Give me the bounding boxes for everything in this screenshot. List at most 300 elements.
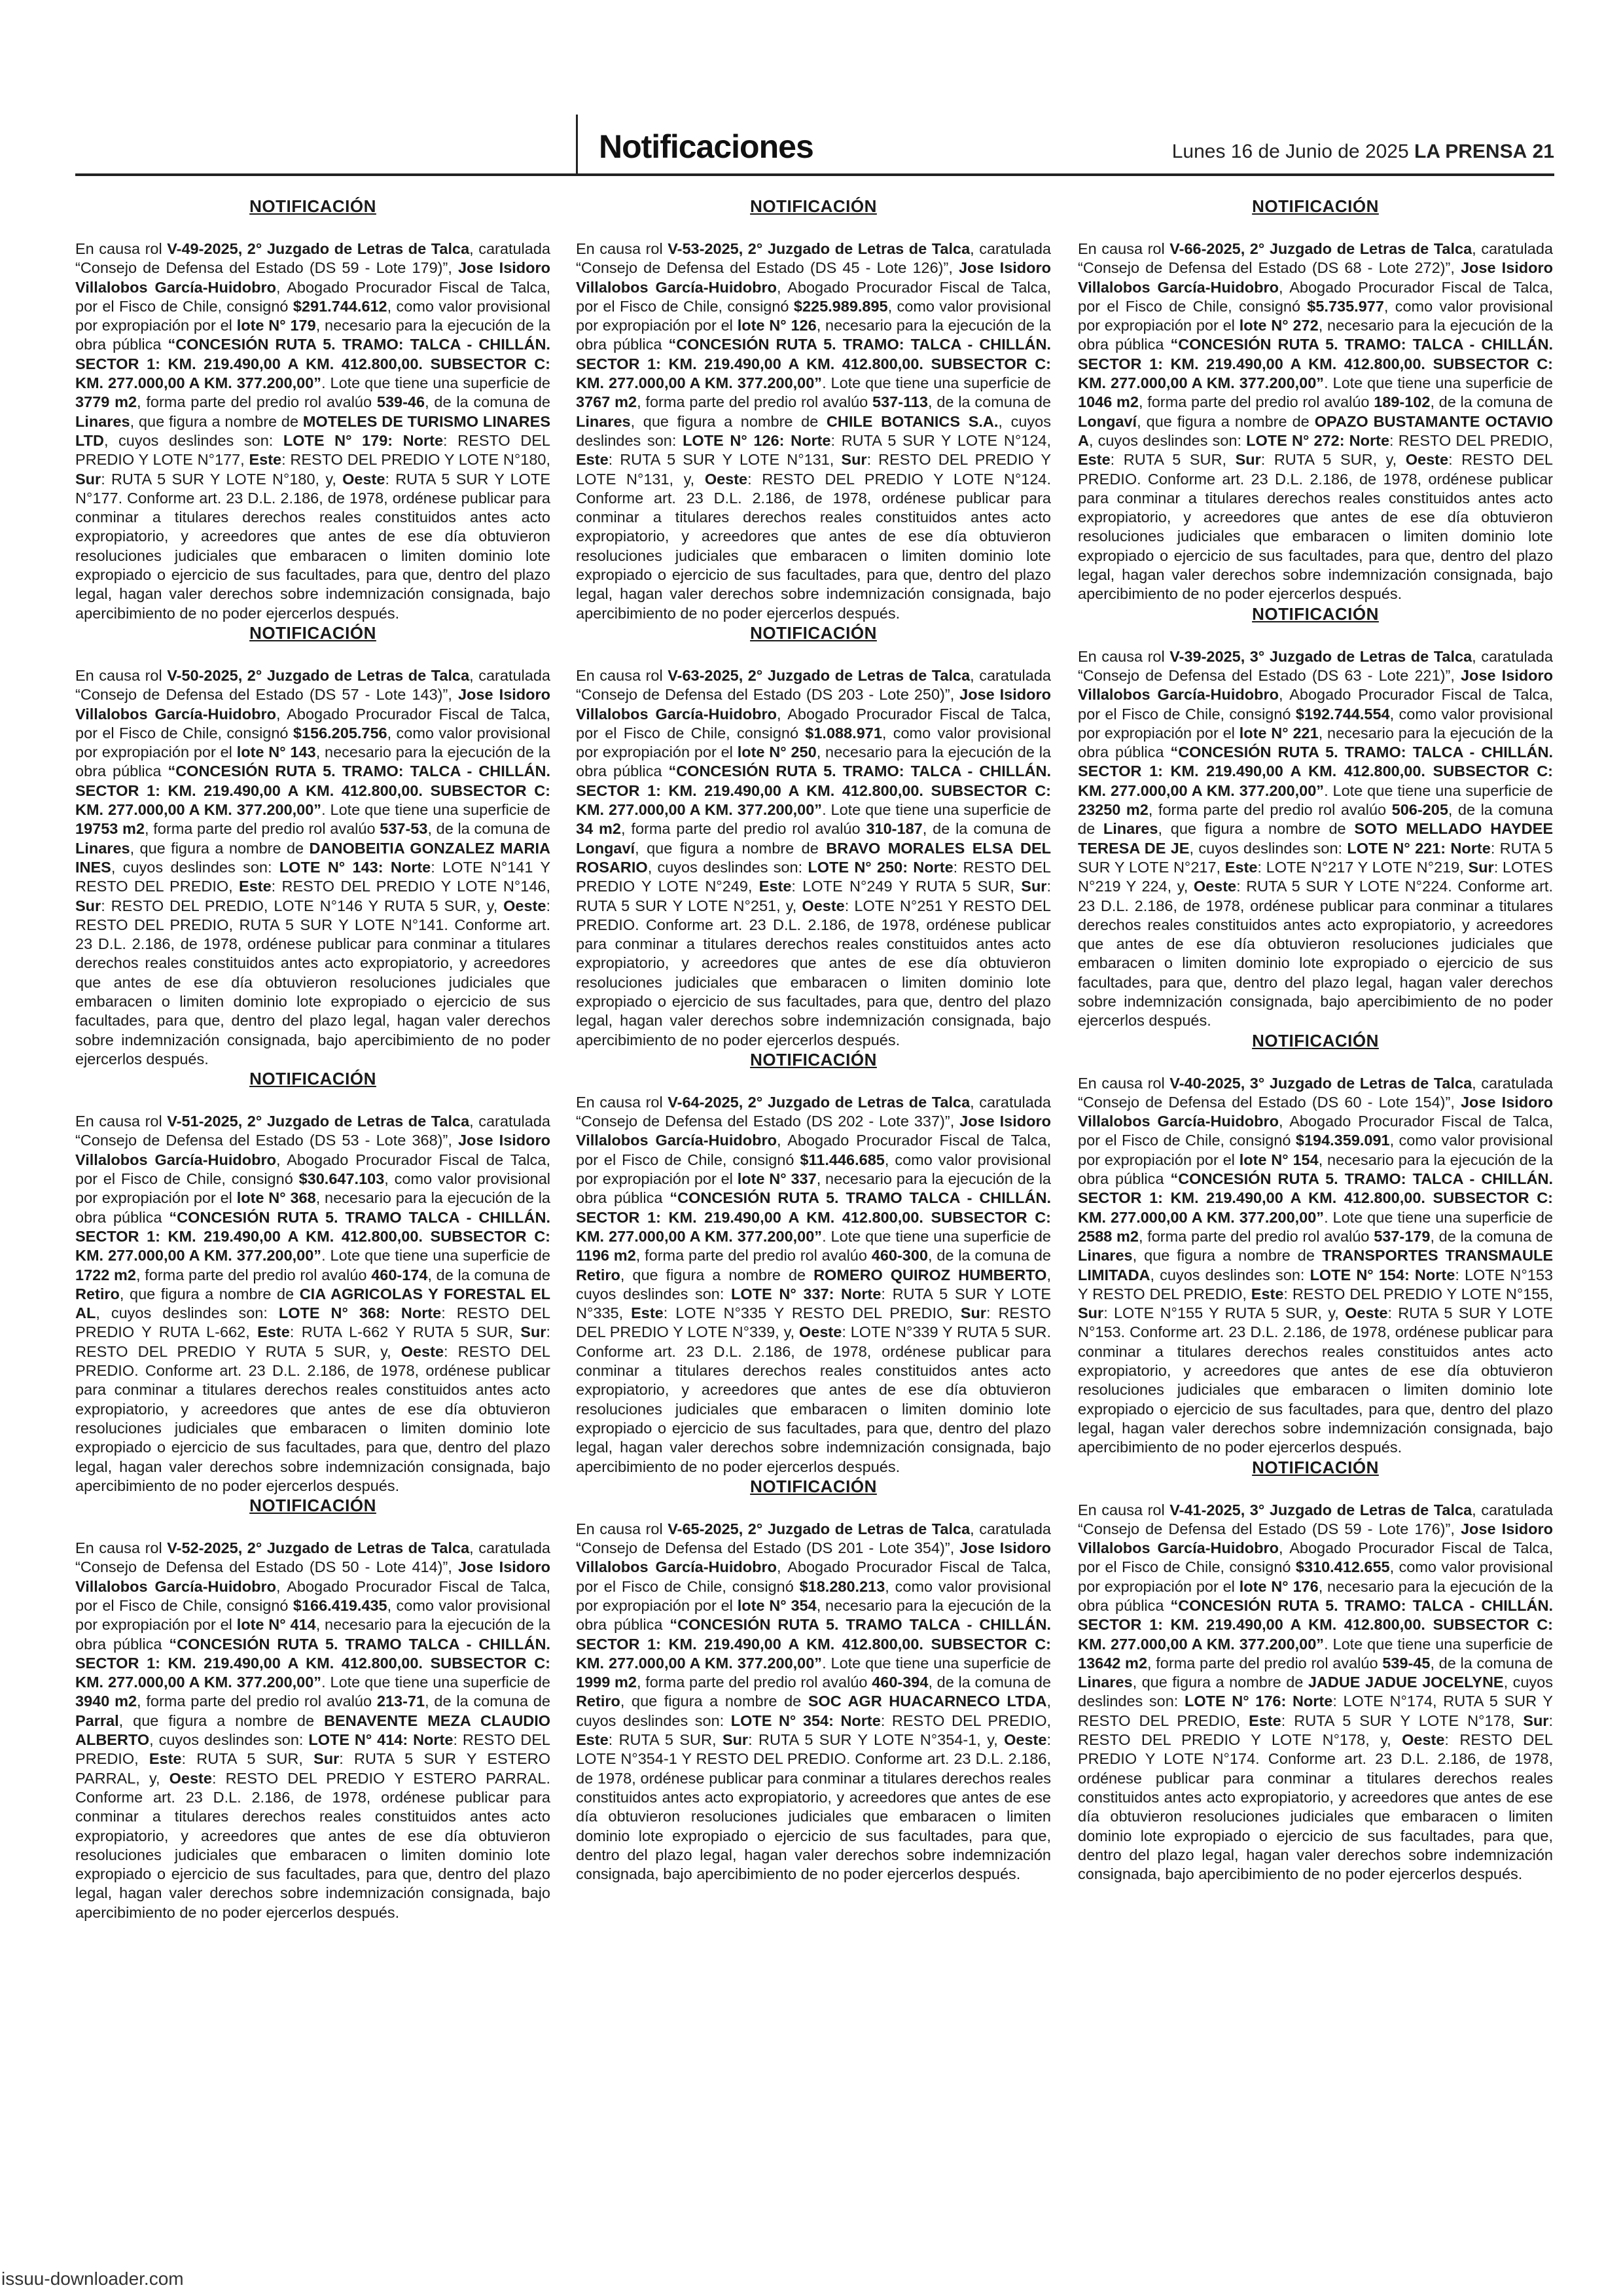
notice-bold-text: Jose Isidoro Villalobos García-Huidobro: [1078, 666, 1554, 704]
notice-text: , que figura a nombre de: [1158, 820, 1355, 838]
notice-text: , como valor provisional por expropiación por el: [75, 1597, 550, 1634]
notice-bold-text: Oeste: [802, 897, 845, 914]
notice-text: , Abogado Procurador Fiscal de Talca, por el Fisco de Chile, consignó: [75, 1577, 550, 1614]
notice-text: : RESTO DEL PREDIO. Conforme art. 23 D.L. 2.186, de 1978, ordénese publicar para conminar a titulares derechos reales constituidos antes acto expropiatorio, y acreedores que antes de ese día obtuvieron resoluciones judiciales que embaracen o limiten dominio lote expropiado o ejercicio de sus facultades, para que, dentro del plazo legal, hagan valer derechos sobre indemnización consignada, bajo apercibimiento de no poder ejercerlos después.: [1078, 451, 1553, 603]
notice-text: : RESTO DEL PREDIO Y LOTE N°124. Conforme art. 23 D.L. 2.186, de 1978, ordénese publicar para conminar a titulares derechos reales constituidos antes acto expropiatorio, y acreedores que antes de ese día obtuvieron resoluciones judiciales que embaracen o limiten dominio lote expropiado o ejercicio de sus facultades, para que, dentro del plazo legal, hagan valer derechos sobre indemnización consignada, bajo apercibimiento de no poder ejercerlos después.: [576, 470, 1052, 622]
notice-bold-text: V-50-2025, 2° Juzgado de Letras de Talca: [167, 666, 470, 684]
notice-bold-text: 537-53: [380, 820, 428, 838]
notice-bold-text: Este: [1224, 858, 1258, 876]
notice-bold-text: LOTE N° 176: Norte: [1184, 1693, 1333, 1710]
notice-bold-text: lote N° 368: [236, 1189, 316, 1207]
notice-bold-text: V-39-2025, 3° Juzgado de Letras de Talca: [1169, 647, 1472, 665]
notice-bold-text: Jose Isidoro Villalobos García-Huidobro: [576, 686, 1051, 723]
notice-bold-text: CHILE BOTANICS S.A.: [826, 412, 999, 430]
notice-body: [1078, 1074, 1553, 1458]
notice-text: . Lote que tiene una superficie de: [1324, 1635, 1553, 1653]
notice-bold-text: $30.647.103: [298, 1170, 385, 1188]
notice-bold-text: 1046 m2: [1078, 393, 1139, 411]
notice-text: : RESTO DEL PREDIO. Conforme art. 23 D.L. 2.186, de 1978, ordénese publicar para conminar a titulares derechos reales constituidos antes acto expropiatorio, y acreedores que antes de ese día obtuvieron resoluciones judiciales que embaracen o limiten dominio lote expropiado o ejercicio de sus facultades, para que, dentro del plazo legal, hagan valer derechos sobre indemnización consignada, bajo apercibimiento de no poder ejercerlos después.: [75, 1342, 550, 1494]
notice-text: : RESTO DEL PREDIO Y LOTE N°155,: [1283, 1285, 1553, 1302]
notice-bold-text: 1722 m2: [75, 1266, 136, 1283]
notice-bold-text: “CONCESIÓN RUTA 5. TRAMO TALCA - CHILLÁN. SECTOR 1: KM. 219.490,00 A KM. 412.800,00. SUBSECTOR C: KM. 277.000,00 A KM. 377.200,00”: [75, 1635, 550, 1691]
notice-body: [576, 240, 1051, 623]
notice-title: NOTIFICACIÓN: [249, 622, 376, 643]
notice-bold-text: BENAVENTE MEZA CLAUDIO ALBERTO: [75, 1712, 551, 1749]
notice-text: , necesario para la ejecución de la obra pública: [1078, 317, 1553, 353]
notice: [576, 196, 1051, 623]
notice-bold-text: $11.446.685: [800, 1151, 885, 1168]
notice-bold-text: Linares: [75, 412, 130, 430]
notice-text: . Lote que tiene una superficie de: [822, 1654, 1051, 1672]
notice-bold-text: Oeste: [401, 1342, 444, 1360]
notice-text: En causa rol: [75, 1539, 168, 1557]
notice-text: , caratulada “Consejo de Defensa del Estado (DS 202 - Lote 337)”,: [576, 1093, 1051, 1130]
notice-text: , necesario para la ejecución de la obra pública: [75, 744, 550, 780]
notice-text: : RESTO DEL PREDIO Y LOTE N°339, y,: [576, 1304, 1051, 1341]
notice-bold-text: “CONCESIÓN RUTA 5. TRAMO TALCA - CHILLÁN. SECTOR 1: KM. 219.490,00 A KM. 412.800,00. SUBSECTOR C: KM. 277.000,00 A KM. 377.200,00”: [576, 1189, 1051, 1245]
notice-text: : RESTO DEL PREDIO, LOTE N°146 Y RUTA 5 SUR, y,: [101, 897, 504, 914]
notice-bold-text: Jose Isidoro Villalobos García-Huidobro: [1078, 259, 1554, 296]
notice-body: [75, 666, 550, 1069]
notice-bold-text: Este: [149, 1750, 182, 1768]
notice-text: , de la comuna de: [928, 393, 1051, 411]
notice-text: : RESTO DEL PREDIO Y ESTERO PARRAL. Conforme art. 23 D.L. 2.186, de 1978, ordénese publicar para conminar a titulares derechos reales constituidos antes acto expropiatorio, y acreedores que antes de ese día obtuvieron resoluciones judiciales que embaracen o limiten dominio lote expropiado o ejercicio de sus facultades, para que, dentro del plazo legal, hagan valer derechos sobre indemnización consignada, bajo apercibimiento de no poder ejercerlos después.: [75, 1769, 550, 1921]
notice-bold-text: 1196 m2: [576, 1247, 636, 1265]
notice-text: : LOTE N°217 Y LOTE N°219,: [1257, 858, 1469, 876]
notice: [576, 1050, 1051, 1477]
notice-bold-text: 310-187: [866, 820, 923, 838]
notice-bold-text: Sur: [75, 897, 101, 914]
notice-body: [75, 1539, 550, 1922]
header-divider: [576, 115, 578, 175]
notice-bold-text: DANOBEITIA GONZALEZ MARIA INES: [75, 839, 550, 876]
notice-bold-text: V-49-2025, 2° Juzgado de Letras de Talca: [167, 240, 470, 257]
notice-bold-text: LOTE N° 272: Norte: [1246, 431, 1390, 449]
notice-text: , caratulada “Consejo de Defensa del Estado (DS 57 - Lote 143)”,: [75, 666, 550, 704]
notice-text: , como valor provisional por expropiación por el: [1078, 1132, 1553, 1168]
notice-bold-text: “CONCESIÓN RUTA 5. TRAMO: TALCA - CHILLÁN. SECTOR 1: KM. 219.490,00 A KM. 412.800,00. SUBSECTOR C: KM. 277.000,00 A KM. 377.200,00”: [576, 762, 1051, 819]
notice-bold-text: 537-113: [872, 393, 928, 411]
header-dateline: [1172, 141, 1554, 163]
notice-text: , forma parte del predio rol avalúo: [637, 393, 873, 411]
notice-text: , necesario para la ejecución de la obra pública: [75, 317, 550, 353]
notice-text: , forma parte del predio rol avalúo: [635, 1247, 872, 1265]
notice-text: . Lote que tiene una superficie de: [321, 801, 550, 819]
notice-text: , como valor provisional por expropiación por el: [75, 297, 550, 334]
notice-text: , forma parte del predio rol avalúo: [1148, 801, 1392, 819]
notice-text: , de la comuna de: [425, 393, 550, 411]
notice-text: : RESTO DEL PREDIO Y LOTE N°177,: [75, 431, 550, 469]
notice-text: . Lote que tiene una superficie de: [822, 801, 1051, 819]
notice-bold-text: $18.280.213: [799, 1577, 885, 1595]
notice-text: , como valor provisional por expropiación por el: [75, 1170, 550, 1207]
notice-title: NOTIFICACIÓN: [249, 196, 376, 216]
notice-text: , de la comuna de: [922, 820, 1051, 838]
notice-bold-text: V-65-2025, 2° Juzgado de Letras de Talca: [668, 1520, 971, 1537]
notice-text: En causa rol: [576, 1093, 668, 1111]
notice-text: : RESTO DEL PREDIO Y LOTE N°174. Conforme art. 23 D.L. 2.186, de 1978, ordénese publicar para conminar a titulares derechos reales constituidos antes acto expropiatorio, y acreedores que antes de ese día obtuvieron resoluciones judiciales que embaracen o limiten dominio lote expropiado o ejercicio de sus facultades, para que, dentro del plazo legal, hagan valer derechos sobre indemnización consignada, bajo apercibimiento de no poder ejercerlos después.: [1078, 1731, 1553, 1883]
notice-bold-text: 19753 m2: [75, 820, 145, 838]
notice-text: . Lote que tiene una superficie de: [822, 374, 1051, 392]
notice-bold-text: Sur: [1021, 878, 1047, 895]
notice-text: : RESTO DEL PREDIO,: [75, 1731, 550, 1768]
notice-text: . Lote que tiene una superficie de: [321, 1674, 550, 1691]
notice-text: , que figura a nombre de: [118, 1712, 325, 1729]
notice-bold-text: $156.205.756: [293, 724, 387, 742]
notice-bold-text: Linares: [576, 412, 631, 430]
notice-text: En causa rol: [576, 1520, 668, 1537]
notice-text: . Lote que tiene una superficie de: [1324, 781, 1553, 799]
notice-bold-text: LOTE N° 143: Norte: [279, 858, 431, 876]
notice-bold-text: LOTE N° 337: Norte: [731, 1285, 882, 1302]
notice-text: , que figura a nombre de: [620, 1266, 814, 1283]
notice-text: , como valor provisional por expropiación por el: [576, 297, 1051, 334]
newspaper-name: LA PRENSA: [1414, 141, 1527, 162]
notice-text: : LOTE N°155 Y RUTA 5 SUR, y,: [1103, 1304, 1346, 1322]
notice-text: : RESTO DEL PREDIO,: [880, 1712, 1051, 1729]
notice-text: : RUTA 5 SUR Y LOTE N°354-1, y,: [748, 1731, 1005, 1749]
notice-text: En causa rol: [75, 1113, 168, 1130]
notice-bold-text: 3779 m2: [75, 393, 137, 411]
notice-bold-text: $310.412.655: [1295, 1558, 1390, 1576]
notice-bold-text: Longaví: [576, 839, 635, 857]
notice-text: , Abogado Procurador Fiscal de Talca, por el Fisco de Chile, consignó: [1078, 1113, 1553, 1149]
notice-body: [1078, 647, 1553, 1031]
notice: [576, 623, 1051, 1050]
notice-bold-text: Jose Isidoro Villalobos García-Huidobro: [576, 1539, 1051, 1576]
notice-bold-text: MOTELES DE TURISMO LINARES LTD: [75, 412, 550, 449]
notice-bold-text: lote N° 179: [236, 317, 316, 334]
notice-bold-text: Este: [239, 878, 272, 895]
notice-bold-text: Sur: [75, 470, 101, 488]
notice-body: [75, 1112, 550, 1496]
notice-bold-text: $1.088.971: [805, 724, 882, 742]
notice: [75, 623, 550, 1069]
notice-title: NOTIFICACIÓN: [1252, 603, 1379, 624]
notice-bold-text: 460-174: [371, 1266, 428, 1283]
notice-text: , que figura a nombre de: [130, 839, 310, 857]
notice-bold-text: Linares: [1078, 1247, 1133, 1265]
notice-body: [1078, 1501, 1553, 1884]
notice: [576, 1477, 1051, 1884]
notice-text: , cuyos deslindes son:: [1189, 839, 1347, 857]
notice-title: NOTIFICACIÓN: [750, 1476, 877, 1496]
notice-text: : RESTO DEL PREDIO, RUTA 5 SUR Y LOTE N°141. Conforme art. 23 D.L. 2.186, de 1978, ordénese publicar para conminar a titulares derechos reales constituidos antes acto expropiatorio, y acreedores que antes de ese día obtuvieron resoluciones judiciales que embaracen o limiten dominio lote expropiado o ejercicio de sus facultades, para que, dentro del plazo legal, hagan valer derechos sobre indemnización consignada, bajo apercibimiento de no poder ejercerlos después.: [75, 897, 550, 1067]
notice-text: : RUTA 5 SUR Y LOTE N°177. Conforme art. 23 D.L. 2.186, de 1978, ordénese publicar para conminar a titulares derechos reales constituidos antes acto expropiatorio, y acreedores que antes de ese día obtuvieron resoluciones judiciales que embaracen o limiten dominio lote expropiado o ejercicio de sus facultades, para que, dentro del plazo legal, hagan valer derechos sobre indemnización consignada, bajo apercibimiento de no poder ejercerlos después.: [75, 470, 550, 622]
notice-bold-text: lote N° 337: [737, 1170, 817, 1188]
notice-text: , que figura a nombre de: [1132, 1247, 1322, 1265]
notice-text: : RESTO DEL PREDIO Y LOTE N°178, y,: [1078, 1712, 1553, 1749]
notice-text: , Abogado Procurador Fiscal de Talca, por el Fisco de Chile, consignó: [75, 705, 550, 742]
notice-text: . Lote que tiene una superficie de: [822, 1227, 1051, 1245]
notice-text: En causa rol: [1078, 1501, 1170, 1518]
notice-text: , Abogado Procurador Fiscal de Talca, por el Fisco de Chile, consignó: [75, 278, 550, 315]
notice-text: , forma parte del predio rol avalúo: [1138, 1227, 1374, 1245]
notice-text: , que figura a nombre de: [620, 1693, 808, 1710]
notice-bold-text: “CONCESIÓN RUTA 5. TRAMO: TALCA - CHILLÁN. SECTOR 1: KM. 219.490,00 A KM. 412.800,00. SUBSECTOR C: KM. 277.000,00 A KM. 377.200,00”: [1078, 1170, 1553, 1226]
notice-bold-text: Oeste: [704, 470, 748, 488]
notice-text: , cuyos deslindes son:: [1088, 431, 1247, 449]
notice-text: , de la comuna de: [1078, 801, 1553, 838]
notice-text: : RUTA 5 SUR Y LOTE N°178,: [1281, 1712, 1524, 1729]
notice-text: : RESTO DEL PREDIO Y RUTA L-662,: [75, 1304, 550, 1341]
notice-bold-text: 13642 m2: [1078, 1654, 1148, 1672]
notice-text: , cuyos deslindes son:: [576, 1266, 1051, 1302]
notice-bold-text: Este: [257, 1323, 290, 1341]
notice-text: En causa rol: [75, 240, 168, 257]
notice-bold-text: Retiro: [75, 1285, 120, 1302]
notice-text: , forma parte del predio rol avalúo: [636, 1674, 872, 1691]
notice-text: : RESTO DEL PREDIO Y LOTE N°180,: [281, 451, 550, 469]
notice-bold-text: 189-102: [1374, 393, 1431, 411]
notice-text: , de la comuna de: [425, 1693, 550, 1710]
notice-bold-text: Sur: [1523, 1712, 1549, 1729]
notice-bold-text: V-41-2025, 3° Juzgado de Letras de Talca: [1169, 1501, 1472, 1518]
notice-bold-text: SOC AGR HUACARNECO LTDA: [808, 1693, 1047, 1710]
notice-text: , cuyos deslindes son:: [1078, 1674, 1553, 1710]
notice-bold-text: CIA AGRICOLAS Y FORESTAL EL AL: [75, 1285, 550, 1322]
notice-bold-text: Este: [1251, 1285, 1284, 1302]
notice-text: : LOTES N°219 Y 224, y,: [1078, 858, 1553, 895]
notice-text: , como valor provisional por expropiación por el: [576, 1577, 1051, 1614]
notice-text: : RUTA 5 SUR,: [608, 1731, 722, 1749]
notice-text: : RUTA 5 SUR Y LOTE N°124,: [830, 431, 1051, 449]
notice-bold-text: Jose Isidoro Villalobos García-Huidobro: [75, 259, 551, 296]
column-right: [1078, 196, 1553, 1884]
notice-text: , caratulada “Consejo de Defensa del Estado (DS 59 - Lote 179)”,: [75, 240, 550, 277]
notice-text: En causa rol: [1078, 1074, 1170, 1092]
notice-text: : RUTA 5 SUR,: [1110, 451, 1236, 469]
notice-text: : RUTA 5 SUR Y LOTE N°224. Conforme art. 23 D.L. 2.186, de 1978, ordénese publicar para conminar a titulares derechos reales constituidos antes acto expropiatorio, y acreedores que antes de ese día obtuvieron resoluciones judiciales que embaracen o limiten dominio lote expropiado o ejercicio de sus facultades, para que, dentro del plazo legal, hagan valer derechos sobre indemnización consignada, bajo apercibimiento de no poder ejercerlos después.: [1078, 878, 1553, 1030]
notice-text: , forma parte del predio rol avalúo: [1147, 1654, 1383, 1672]
notice-text: , Abogado Procurador Fiscal de Talca, por el Fisco de Chile, consignó: [1078, 278, 1553, 315]
notice-bold-text: $192.744.554: [1295, 705, 1390, 723]
notice-text: , como valor provisional por expropiación por el: [1078, 705, 1553, 742]
notice-bold-text: 1999 m2: [576, 1674, 637, 1691]
notice: [1078, 196, 1553, 604]
notice-text: , de la comuna de: [427, 1266, 550, 1283]
notice-text: En causa rol: [1078, 647, 1170, 665]
notice-bold-text: 539-45: [1382, 1654, 1431, 1672]
notice-text: , como valor provisional por expropiación por el: [576, 1151, 1051, 1188]
notice-bold-text: 539-46: [376, 393, 425, 411]
notice-title: NOTIFICACIÓN: [750, 1049, 877, 1069]
notice-bold-text: $5.735.977: [1307, 297, 1384, 315]
notice-body: [576, 1520, 1051, 1884]
notice-bold-text: Retiro: [576, 1693, 620, 1710]
notice-text: . Lote que tiene una superficie de: [321, 374, 550, 392]
notice-bold-text: 537-179: [1374, 1227, 1431, 1245]
notice-text: : RUTA 5 SUR Y LOTE N°335,: [576, 1285, 1051, 1322]
notice-body: [75, 240, 550, 623]
notice-text: , caratulada “Consejo de Defensa del Estado (DS 50 - Lote 414)”,: [75, 1539, 550, 1576]
notice-bold-text: BRAVO MORALES ELSA DEL ROSARIO: [576, 839, 1051, 876]
notice-text: , forma parte del predio rol avalúo: [135, 1266, 372, 1283]
column-center: [576, 196, 1051, 1884]
notice-bold-text: Linares: [1078, 1674, 1133, 1691]
notice-bold-text: 506-205: [1391, 801, 1448, 819]
notice-bold-text: Sur: [960, 1304, 986, 1322]
notice-bold-text: Oeste: [342, 470, 385, 488]
notice-text: , necesario para la ejecución de la obra pública: [75, 1616, 550, 1653]
notice-text: : RUTA 5 SUR Y LOTE N°217,: [1078, 839, 1553, 876]
notice-bold-text: OPAZO BUSTAMANTE OCTAVIO A: [1078, 412, 1553, 449]
notice-text: : RUTA 5 SUR,: [181, 1750, 314, 1768]
notice-text: , como valor provisional por expropiación por el: [1078, 1558, 1553, 1595]
notice-text: : RESTO DEL PREDIO Y RUTA 5 SUR, y,: [75, 1323, 550, 1360]
notice-text: : LOTE N°251 Y RESTO DEL PREDIO. Conforme art. 23 D.L. 2.186, de 1978, ordénese publicar para conminar a titulares derechos reales constituidos antes acto expropiatorio, y acreedores que antes de ese día obtuvieron resoluciones judiciales que embaracen o limiten dominio lote expropiado o ejercicio de sus facultades, para que, dentro del plazo legal, hagan valer derechos sobre indemnización consignada, bajo apercibimiento de no poder ejercerlos después.: [576, 897, 1051, 1049]
notice: [1078, 1458, 1553, 1884]
header-rule: [75, 173, 1554, 176]
notice-text: : LOTE N°174, RUTA 5 SUR Y RESTO DEL PREDIO,: [1078, 1693, 1553, 1729]
notice-text: : RUTA 5 SUR Y LOTE N°180, y,: [101, 470, 343, 488]
notice-text: : RUTA 5 SUR, y,: [1260, 451, 1406, 469]
notice-bold-text: 3940 m2: [75, 1693, 137, 1710]
notice-bold-text: “CONCESIÓN RUTA 5. TRAMO TALCA - CHILLÁN. SECTOR 1: KM. 219.490,00 A KM. 412.800,00. SUBSECTOR C: KM. 277.000,00 A KM. 377.200,00”: [75, 1208, 550, 1265]
notice: [75, 1069, 550, 1496]
notice-bold-text: Oeste: [799, 1323, 842, 1341]
notice-text: , que figura a nombre de: [635, 839, 827, 857]
page-header: [75, 115, 1554, 173]
notice-bold-text: lote N° 272: [1239, 317, 1319, 334]
notice-text: , de la comuna de: [928, 1674, 1051, 1691]
notice-bold-text: V-53-2025, 2° Juzgado de Letras de Talca: [668, 240, 971, 257]
notice-text: , forma parte del predio rol avalúo: [145, 820, 380, 838]
notice-bold-text: Sur: [313, 1750, 340, 1768]
notice-text: , que figura a nombre de: [119, 1285, 300, 1302]
notice-bold-text: JADUE JADUE JOCELYNE: [1308, 1674, 1504, 1691]
watermark: issuu-downloader.com: [1, 2269, 184, 2289]
notice-bold-text: 23250 m2: [1078, 801, 1149, 819]
notice: [1078, 1031, 1553, 1458]
notice-bold-text: $291.744.612: [293, 297, 387, 315]
notice-bold-text: Oeste: [1004, 1731, 1047, 1749]
notice-text: , necesario para la ejecución de la obra pública: [576, 744, 1051, 780]
notice-text: , cuyos deslindes son:: [1150, 1266, 1310, 1283]
notice-text: : LOTE N°153 Y RESTO DEL PREDIO,: [1078, 1266, 1554, 1302]
notice-text: , caratulada “Consejo de Defensa del Estado (DS 68 - Lote 272)”,: [1078, 240, 1553, 277]
notice-bold-text: LOTE N° 414: Norte: [308, 1731, 454, 1749]
notice-bold-text: Parral: [75, 1712, 119, 1729]
notice-bold-text: TRANSPORTES TRANSMAULE LIMITADA: [1078, 1247, 1554, 1283]
notice-text: , que figura a nombre de: [630, 412, 827, 430]
notice-bold-text: Jose Isidoro Villalobos García-Huidobro: [75, 1558, 551, 1595]
notice-text: : RUTA L-662 Y RUTA 5 SUR,: [289, 1323, 521, 1341]
notice-text: , necesario para la ejecución de la obra pública: [75, 1189, 550, 1226]
notice-bold-text: “CONCESIÓN RUTA 5. TRAMO: TALCA - CHILLÁN. SECTOR 1: KM. 219.490,00 A KM. 412.800,00. SUBSECTOR C: KM. 277.000,00 A KM. 377.200,00”: [576, 336, 1051, 392]
notice-bold-text: “CONCESIÓN RUTA 5. TRAMO: TALCA - CHILLÁN. SECTOR 1: KM. 219.490,00 A KM. 412.800,00. SUBSECTOR C: KM. 277.000,00 A KM. 377.200,00”: [1078, 336, 1553, 392]
notice-body: [576, 666, 1051, 1050]
notice-text: En causa rol: [1078, 240, 1170, 257]
notice-bold-text: LOTE N° 250: Norte: [808, 858, 954, 876]
notice-bold-text: Retiro: [576, 1266, 620, 1283]
notice-bold-text: LOTE N° 354: Norte: [730, 1712, 881, 1729]
notice-text: , caratulada “Consejo de Defensa del Estado (DS 45 - Lote 126)”,: [576, 240, 1051, 277]
notice-text: , cuyos deslindes son:: [576, 412, 1051, 449]
notice-text: , caratulada “Consejo de Defensa del Estado (DS 59 - Lote 176)”,: [1078, 1501, 1553, 1537]
notice-bold-text: Sur: [520, 1323, 546, 1341]
notice-text: , cuyos deslindes son:: [111, 858, 279, 876]
notice-text: , cuyos deslindes son:: [96, 1304, 279, 1322]
notice-bold-text: Este: [631, 1304, 664, 1322]
notice-bold-text: Jose Isidoro Villalobos García-Huidobro: [576, 1113, 1051, 1149]
notice-text: , necesario para la ejecución de la obra pública: [576, 1597, 1051, 1634]
notice-text: : LOTE N°354-1 Y RESTO DEL PREDIO. Conforme art. 23 D.L. 2.186, de 1978, ordénese publicar para conminar a titulares derechos reales constituidos antes acto expropiatorio, y acreedores que antes de ese día obtuvieron resoluciones judiciales que embaracen o limiten dominio lote expropiado o ejercicio de sus facultades, para que, dentro del plazo legal, hagan valer derechos sobre indemnización consignada, bajo apercibimiento de no poder ejercerlos después.: [576, 1731, 1051, 1883]
notice-text: , caratulada “Consejo de Defensa del Estado (DS 53 - Lote 368)”,: [75, 1113, 550, 1149]
notice-bold-text: V-63-2025, 2° Juzgado de Letras de Talca: [668, 666, 971, 684]
notice-bold-text: V-66-2025, 2° Juzgado de Letras de Talca: [1169, 240, 1472, 257]
notice-bold-text: LOTE N° 126: Norte: [683, 431, 831, 449]
notice-text: , forma parte del predio rol avalúo: [137, 393, 377, 411]
notice-text: , de la comuna de: [1430, 1227, 1553, 1245]
notice-title: NOTIFICACIÓN: [750, 622, 877, 643]
notice-bold-text: “CONCESIÓN RUTA 5. TRAMO: TALCA - CHILLÁN. SECTOR 1: KM. 219.490,00 A KM. 412.800,00. SUBSECTOR C: KM. 277.000,00 A KM. 377.200,00”: [1078, 744, 1553, 799]
notice-text: En causa rol: [576, 666, 668, 684]
notice-text: , Abogado Procurador Fiscal de Talca, por el Fisco de Chile, consignó: [1078, 1539, 1553, 1576]
notice-bold-text: lote N° 154: [1239, 1151, 1319, 1168]
publication-date: Lunes 16 de Junio de 2025: [1171, 141, 1409, 162]
notice-bold-text: Este: [1249, 1712, 1281, 1729]
notice: [75, 1496, 550, 1922]
notice-bold-text: Jose Isidoro Villalobos García-Huidobro: [1078, 1093, 1554, 1130]
notice-bold-text: Sur: [841, 451, 867, 469]
notice-text: : RUTA 5 SUR Y LOTE N°153. Conforme art. 23 D.L. 2.186, de 1978, ordénese publicar para conminar a titulares derechos reales constituidos antes acto expropiatorio, y acreedores que antes de ese día obtuvieron resoluciones judiciales que embaracen o limiten dominio lote expropiado o ejercicio de sus facultades, para que, dentro del plazo legal, hagan valer derechos sobre indemnización consignada, bajo apercibimiento de no poder ejercerlos después.: [1078, 1304, 1553, 1456]
notice-bold-text: “CONCESIÓN RUTA 5. TRAMO TALCA - CHILLÁN. SECTOR 1: KM. 219.490,00 A KM. 412.800,00. SUBSECTOR C: KM. 277.000,00 A KM. 377.200,00”: [576, 1616, 1051, 1672]
page-number: 21: [1532, 141, 1554, 162]
notice-bold-text: $166.419.435: [293, 1597, 387, 1614]
notice-text: , caratulada “Consejo de Defensa del Estado (DS 201 - Lote 354)”,: [576, 1520, 1051, 1557]
notice-bold-text: Oeste: [169, 1769, 212, 1787]
notice-bold-text: 213-71: [376, 1693, 425, 1710]
notice-text: , caratulada “Consejo de Defensa del Estado (DS 63 - Lote 221)”,: [1078, 647, 1553, 684]
notice-bold-text: Oeste: [1405, 451, 1449, 469]
notice-text: , necesario para la ejecución de la obra pública: [1078, 724, 1553, 761]
notice-text: , forma parte del predio rol avalúo: [1138, 393, 1374, 411]
notice-bold-text: 460-394: [872, 1674, 929, 1691]
notice-text: , necesario para la ejecución de la obra pública: [1078, 1577, 1553, 1614]
notice-text: . Lote que tiene una superficie de: [321, 1247, 550, 1265]
notice-text: , de la comuna de: [1430, 1654, 1553, 1672]
notice-bold-text: “CONCESIÓN RUTA 5. TRAMO: TALCA - CHILLÁN. SECTOR 1: KM. 219.490,00 A KM. 412.800,00. SUBSECTOR C: KM. 277.000,00 A KM. 377.200,00”: [1078, 1597, 1553, 1653]
notice-bold-text: Este: [576, 1731, 609, 1749]
notice-text: , caratulada “Consejo de Defensa del Estado (DS 60 - Lote 154)”,: [1078, 1074, 1553, 1111]
notice-bold-text: Jose Isidoro Villalobos García-Huidobro: [1078, 1520, 1554, 1557]
notice-bold-text: 460-300: [871, 1247, 928, 1265]
notice-body: [1078, 240, 1553, 604]
notice-text: , caratulada “Consejo de Defensa del Estado (DS 203 - Lote 250)”,: [576, 666, 1051, 704]
notice-text: , de la comuna de: [427, 820, 550, 838]
notice-text: , Abogado Procurador Fiscal de Talca, por el Fisco de Chile, consignó: [576, 705, 1051, 742]
notice-bold-text: 2588 m2: [1078, 1227, 1139, 1245]
notice-text: , como valor provisional por expropiación por el: [1078, 297, 1553, 334]
notice-bold-text: Oeste: [1193, 878, 1237, 895]
notice-text: , que figura a nombre de: [130, 412, 303, 430]
notice-bold-text: LOTE N° 154: Norte: [1310, 1266, 1455, 1283]
notice-text: En causa rol: [75, 666, 168, 684]
notice-bold-text: Este: [1078, 451, 1111, 469]
notice-bold-text: Linares: [1103, 820, 1158, 838]
notice-bold-text: Sur: [1468, 858, 1494, 876]
notice: [1078, 604, 1553, 1031]
notice-text: : RUTA 5 SUR Y ESTERO PARRAL, y,: [75, 1750, 550, 1787]
notice-bold-text: lote N° 176: [1239, 1577, 1319, 1595]
notice-bold-text: Jose Isidoro Villalobos García-Huidobro: [75, 686, 551, 723]
notice-text: . Lote que tiene una superficie de: [1324, 1208, 1553, 1226]
notice-title: NOTIFICACIÓN: [1252, 1030, 1379, 1050]
notice-text: , forma parte del predio rol avalúo: [621, 820, 866, 838]
notice-bold-text: “CONCESIÓN RUTA 5. TRAMO: TALCA - CHILLÁN. SECTOR 1: KM. 219.490,00 A KM. 412.800,00. SUBSECTOR C: KM. 277.000,00 A KM. 377.200,00”: [75, 336, 550, 392]
notice-text: , como valor provisional por expropiación por el: [75, 724, 550, 761]
